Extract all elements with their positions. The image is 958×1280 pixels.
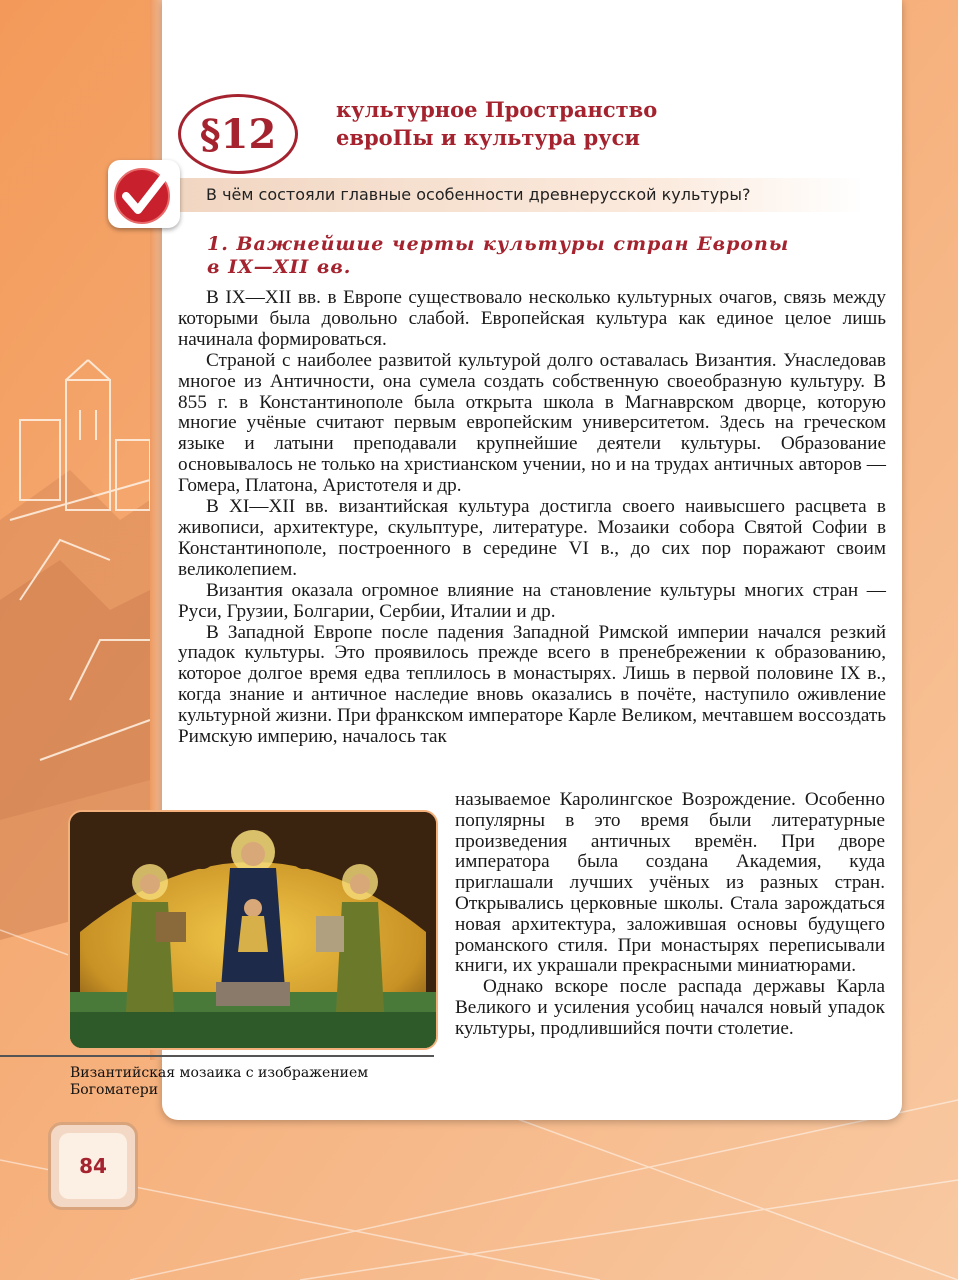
section-heading-line1: 1. Важнейшие черты культуры стран Европы xyxy=(207,233,790,255)
image-caption: Византийская мозаика с изображением Богоматери xyxy=(70,1065,369,1098)
page-number-badge xyxy=(48,1122,138,1210)
paragraph: Византия оказала огромное влияние на становление культуры многих стран — Руси, Грузии, Болгарии, Сербии, Италии и др. xyxy=(178,579,886,622)
paragraph: Страной с наиболее развитой культурой долго оставалась Византия. Унаследовав многое из Античности, она сумела создать собственную своеобразную культуру. В 855 г. в Константинополе была открыта школа в Магнаврском дворце, которую многие учёные считают первым европейским университетом. Здесь на греческом языке и латыни преподавали крупнейшие деятели культуры. Образование основывалось не только на христианском учении, но и на трудах античных авторов — Гомера, Платона, Аристотеля и др. xyxy=(178,349,886,497)
paragraph-number: §12 xyxy=(199,110,277,158)
mosaic-image xyxy=(68,810,438,1050)
check-badge xyxy=(108,160,180,228)
main-text xyxy=(178,288,886,748)
paragraph: В IX—XII вв. в Европе существовало несколько культурных очагов, связь между которыми была довольно слабой. Европейская культура как единое целое лишь начинала формироваться. xyxy=(178,287,886,350)
paragraph: В XI—XII вв. византийская культура достигла своего наивысшего расцвета в живописи, архитектуре, скульптуре, литературе. Мозаики собора Святой Софии в Константинополе, построенного в середине VI в., до сих пор поражают своим великолепием. xyxy=(178,496,886,580)
chapter-title-line1: культурное Пространство xyxy=(336,97,658,122)
wrapped-text xyxy=(455,790,885,1040)
caption-rule xyxy=(0,1055,434,1057)
page-number: 84 xyxy=(59,1133,127,1199)
checkmark-icon xyxy=(108,160,180,228)
chapter-title xyxy=(336,96,856,152)
paragraph: Однако вскоре после распада державы Карла Великого и усиления усобиц начался новый упадок культуры, продлившийся почти столетие. xyxy=(455,976,885,1039)
monogram-mp: MP xyxy=(192,851,212,864)
key-question: В чём состояли главные особенности древнерусской культуры? xyxy=(206,185,751,204)
paragraph: В Западной Европе после падения Западной Римской империи начался резкий упадок культуры. Это проявилось прежде всего в пренебрежении к образованию, которое долгое время едва теплилось в монастырях. Лишь в первой половине IX в., когда знание и античное наследие вновь оказались в почёте, наступило оживление культурной жизни. При франкском императоре Карле Великом, мечтавшем воссоздать Римскую империю, началось так xyxy=(178,621,886,748)
paragraph: называемое Каролингское Возрождение. Особенно популярны в это время были литературные произведения античных времён. При дворе императора была создана Академия, куда приглашали лучших учёных из разных стран. Открывались церковные школы. Стала зарождаться новая архитектура, заложившая основы будущего романского стиля. При монастырях переписывали книги, их украшали прекрасными миниатюрами. xyxy=(455,789,885,977)
byzantine-mosaic-illustration xyxy=(70,812,436,1048)
section-heading-line2: в IX—XII вв. xyxy=(207,256,352,278)
monogram-theta: ΘY xyxy=(295,851,313,864)
paragraph-badge xyxy=(178,94,298,174)
chapter-title-line2: евроПы и культура руси xyxy=(336,125,640,150)
section-heading xyxy=(207,233,867,279)
